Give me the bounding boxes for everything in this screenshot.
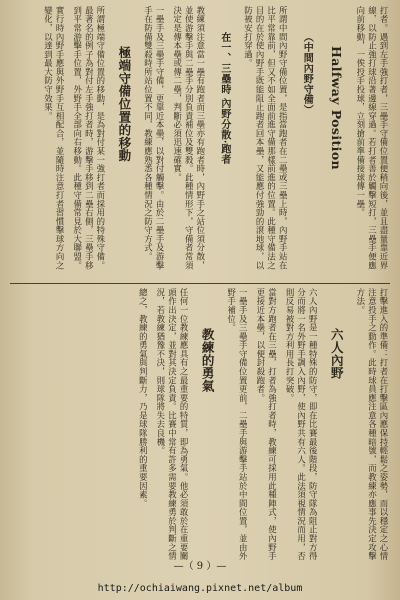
text-column: 所謂極端守備位置的移動，是為對付某一強打者而採用的特殊守備。最著名的例子為對付左手強打者時，游擊手移到二壘右側，三壘手移到平常游擊手位置，外野手全部向右移動。此種守備常見於大聯盟。 — [72, 6, 106, 270]
text-column: 總之，教練的勇氣與判斷力，乃是球隊勝利的重要因素。 — [138, 288, 149, 508]
text-column: 六人內野是一種特殊的防守，即在比賽最後階段，防守隊為阻止對方得分而將一名外野手調入內野，使內野共有六人。此法須視情況而用，否則反易被對方利用長打突破。 — [285, 288, 319, 561]
text-column: 打擊進入的準備：打者在打擊區內應保持輕鬆之姿勢，而以穩定之心情注意投手之動作。此時球員應注意各種暗號，而教練亦應事先決定攻擊方法。 — [355, 288, 389, 561]
text-column: 當對方跑者在三壘，打者為強打者時，教練可採用此種陣式，使內野手更接近本壘，以便封殺跑者。 — [255, 288, 278, 561]
text-column: 任何一位教練應具有之最重要的特質，即為勇氣。他必須敢於在重要關頭作出決定，並對其決定負責。比賽中常有許多需要教練勇於判斷之情況，若教練猶豫不決，則球隊將失去良機。 — [155, 288, 190, 561]
bottom-section — [8, 288, 392, 564]
text-column: 打者。遇到左手強打者，三壘手守備位置便稍向後，並且盡量靠近界線，以防止強打球沿著邊線穿過。若打者善於觸擊短打，三壘手便應向前移動，一俟投手投球，立刻搶前準備接球傳一壘。 — [355, 6, 389, 270]
section-heading: 在一、三壘時 內野分散·跑者 — [218, 32, 230, 165]
section-subheading: （中間內野守備） — [301, 32, 313, 116]
divider-line — [10, 283, 390, 284]
text-column: 教練須注意當一壘有跑者而三壘亦有跑者時，內野手之站位須分散，並使游擊手與二壘手分別負責補位及雙殺。此種情形下，守備者常須決定是傳本壘或傳二壘，判斷必須迅速確實。 — [172, 6, 206, 270]
watermark-url: http://ochiaiwang.pixnet.net/album — [97, 583, 303, 594]
text-column: 實行時內野手應與外野手互相配合，並隨時注意打者習慣擊球方向之變化，以達到最大防守效果。 — [43, 6, 66, 270]
section-heading: Halfway Position — [329, 46, 345, 171]
section-heading: 六人內野 — [329, 328, 345, 380]
section-heading: 極端守備位置的移動 — [116, 46, 132, 163]
text-column: 一壘手及三壘手守備，更靠近本壘，以對付觸擊。由於二壘手及游擊手在防備雙殺時所站位置不同，教練應熟悉各種情況之防守方式。 — [143, 6, 166, 270]
text-column: 一壘手及三壘手守備位置更前，二壘手與游擊手站於中間位置，並由外野手補位。 — [226, 288, 249, 561]
text-column: 所謂中間內野守備位置，是指當跑者在二壘或三壘上時，內野手站在比平常靠前，但又不如全面前進守備那樣前進的位置。此種守備法之目的在於使內野手既能阻止跑者回本壘，又能應付強勁的滾地球，以防被安打穿過。 — [243, 6, 289, 270]
top-section — [8, 6, 392, 278]
section-heading: 教練的勇氣 — [200, 328, 216, 393]
page-number: —（ 9 ）— — [173, 561, 227, 572]
